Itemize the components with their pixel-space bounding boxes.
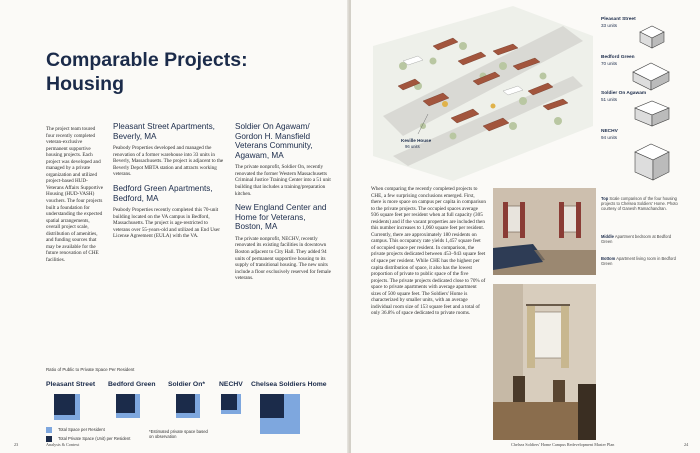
- legend-label: Total Private Space (Unit) per Resident: [58, 436, 131, 442]
- caption-text: Apartment bedroom at Bedford Green: [601, 234, 672, 245]
- bedford-green-building-icon: [631, 60, 671, 92]
- title-line-2: Housing: [46, 73, 124, 95]
- legend-total: [46, 427, 105, 433]
- ratio-label-bedford-green: Bedford Green: [108, 381, 156, 388]
- section-heading: Pleasant Street Apartments, Beverly, MA: [113, 122, 215, 141]
- keville-house-units: 96 units: [405, 144, 420, 149]
- building-label-bedford-green: [601, 54, 635, 66]
- section-text: Peabody Properties developed and managed the renovation of a former warehouse into 33 units in Beverly, Massachusetts. The project is adjacent to the Beverly Depot MBTA station and attracts working veterans.: [113, 145, 224, 178]
- caption-bottom: [601, 256, 681, 266]
- ratio-label-nechv: NECHV: [219, 381, 243, 388]
- building-units: 33 units: [601, 22, 618, 28]
- section-heading: New England Center and Home for Veterans, Boston, MA: [235, 203, 327, 232]
- caption-top: [601, 196, 681, 212]
- legend-swatch-total: [46, 427, 52, 433]
- comparison-paragraph: When comparing the recently completed projects to CHE, a few surprising conclusions emerged. First, there is more space on campus per capita in comparison to the private projects. The occupied spaces average 936 square feet per resident when at full capacity (305 residents) and if the vacant properties are included then this number increases to 1,060 square feet per resident. Currently, there are approximately 180 residents on campus. This occupancy rate yields 1,457 square feet of occupied space per resident. In comparison, the private projects dedicated between 453–943 square feet of space per resident. While CHE has the highest per capita distribution of space, it also has the lowest proportion of private to public space of the five projects. The private projects dedicated close to 70% of space to private apartments with average apartment sizes of 500 square feet. The Soldiers' Home is characterized by smaller units, with an average individual room size of 153 square feet and a total of only 36.8% of space dedicated to private rooms.: [371, 186, 486, 317]
- keville-house-label: Keville House: [401, 138, 432, 143]
- ratio-chart: [36, 367, 341, 444]
- ratio-square-private: [221, 394, 237, 410]
- project-column-1: [113, 122, 225, 246]
- page-title: [46, 48, 306, 96]
- ratio-label-soldier-on: Soldier On*: [168, 381, 206, 388]
- section-bedford-green: [113, 184, 225, 240]
- living-room-photo: [493, 284, 596, 440]
- footer-section: Analysis & Context: [46, 442, 80, 447]
- ratio-label-pleasant-street: Pleasant Street: [46, 381, 96, 388]
- right-page: [351, 0, 700, 453]
- ratio-square-private: [54, 394, 75, 415]
- building-label-soldier-on: [601, 90, 646, 102]
- ratio-square-private: [176, 394, 195, 413]
- section-heading: Soldier On Agawam/ Gordon H. Mansfield Veterans Community, Agawam, MA: [235, 122, 313, 160]
- bedroom-photo: [493, 188, 596, 275]
- building-units: 94 units: [601, 134, 618, 140]
- ratio-square-bedford-green: [116, 394, 140, 418]
- soldier-on-building-icon: [633, 98, 671, 128]
- section-text: The private nonprofit, NECHV, recently renovated its existing facilities in downtown Boston adjacent to City Hall. They added 94 units of permanent supportive housing to its supply of transitional housing. The new units include a floor exclusively reserved for female veterans.: [235, 235, 331, 282]
- ratio-square-pleasant-street: [54, 394, 80, 420]
- caption-text: Scale comparison of the four housing projects to Chelsea Soldiers' Home. Photo courtesy of Ganesh Ramachandran.: [601, 196, 678, 212]
- site-plan-illustration: [363, 6, 593, 181]
- legend-label: Total Space per Resident: [58, 427, 105, 433]
- building-name: Bedford Green: [601, 55, 635, 60]
- caption-label: Top: [601, 196, 609, 201]
- footer-page-number: 23: [14, 442, 19, 447]
- caption-label: Middle: [601, 234, 614, 239]
- ratio-square-nechv: [221, 394, 241, 414]
- building-units: 51 units: [601, 96, 618, 102]
- ratio-square-private: [260, 394, 284, 418]
- title-line-1: Comparable Projects:: [46, 49, 248, 71]
- pleasant-street-building-icon: [636, 22, 668, 52]
- building-name: Soldier On Agawam: [601, 91, 647, 96]
- footer-page-number: 24: [684, 442, 689, 447]
- project-column-2: [235, 122, 335, 288]
- caption-middle: [601, 234, 681, 244]
- building-units: 70 units: [601, 60, 618, 66]
- building-name: NECHV: [601, 129, 618, 134]
- section-pleasant-street: [113, 122, 225, 178]
- nechv-building-icon: [631, 136, 673, 182]
- building-label-nechv: [601, 128, 618, 140]
- ratio-chart-title: Ratio of Public to Private Space Per Resident: [46, 367, 135, 372]
- ratio-square-chelsea: [260, 394, 300, 434]
- section-soldier-on: [235, 122, 335, 197]
- caption-text: Apartment living room in Bedford Green: [601, 256, 676, 267]
- ratio-label-chelsea: Chelsea Soldiers Home: [251, 381, 327, 388]
- ratio-footnote: *Estimated private space based on observation: [149, 429, 208, 440]
- building-name: Pleasant Street: [601, 17, 636, 22]
- section-text: Peabody Properties recently completed this 70-unit building located on the VA campus in Bedford, Massachusetts. The project is age-restricted to veterans over 55-years-old and utilized an End User License Agreement (EULA) with the VA.: [113, 207, 220, 240]
- ratio-square-private: [116, 394, 135, 413]
- left-page: [0, 0, 349, 453]
- section-text: The private nonprofit, Soldier On, recently renovated the former Western Massachusetts Criminal Justice Training Center into a 51 unit building that includes a training/preparation kitchen.: [235, 164, 331, 197]
- caption-label: Bottom: [601, 256, 616, 261]
- footer-document-title: Chelsea Soldiers' Home Campus Redevelopment Master Plan: [511, 442, 615, 447]
- building-label-pleasant-street: [601, 16, 636, 28]
- section-nechv: [235, 203, 335, 282]
- ratio-square-soldier-on: [176, 394, 200, 418]
- intro-paragraph: The project team toured four recently completed veteran-exclusive permanent supportive housing projects. Each project was developed and managed by a private organization and utilized project-based HUD-Veterans Affairs Supportive Housing (HUD-VASH) vouchers. The four projects built a foundation for understanding the expected spatial arrangements, overall project scale, distribution of amenities, and funding sources that may be available for the future renovation of CHE facilities.: [46, 126, 104, 263]
- section-heading: Bedford Green Apartments, Bedford, MA: [113, 183, 213, 203]
